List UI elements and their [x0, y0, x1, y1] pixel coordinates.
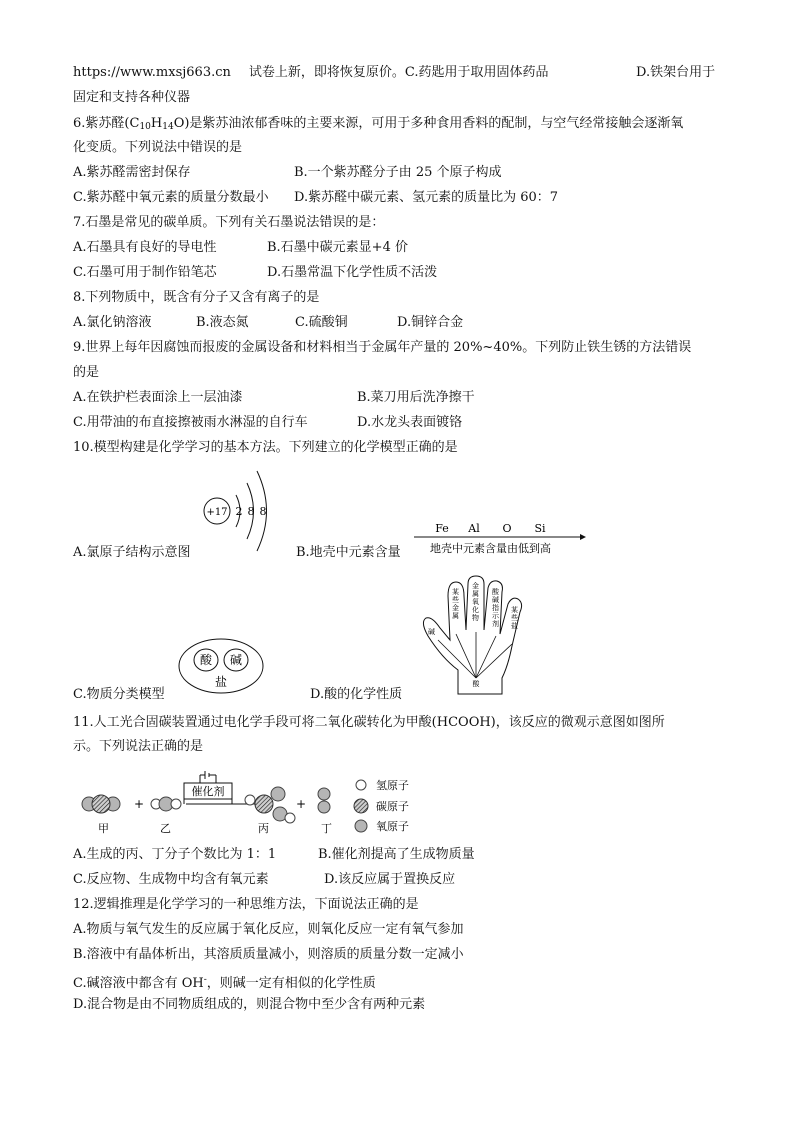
q11-option-a: A.生成的丙、丁分子个数比为 1：1 — [73, 847, 277, 862]
crust-element-fe: Fe — [435, 522, 449, 535]
shell-3-count: 8 — [259, 505, 267, 518]
q8-option-d: D.铜锌合金 — [397, 315, 464, 330]
plus-sign-1: + — [134, 797, 145, 811]
finger-label-metal: 某些金属 — [452, 588, 459, 620]
legend-hydrogen: 氢原子 — [376, 779, 409, 792]
molecule-jia — [82, 795, 120, 813]
crust-caption: 地壳中元素含量由低到高 — [430, 542, 551, 555]
q12-option-d: D.混合物是由不同物质组成的，则混合物中至少含有两种元素 — [73, 997, 426, 1012]
q9-option-d: D.水龙头表面镀铬 — [357, 415, 463, 430]
q6-option-a: A.紫苏醛需密封保存 — [73, 165, 191, 180]
base-label: 碱 — [229, 653, 243, 667]
thumb-label-base: 碱 — [428, 628, 435, 636]
shell-1-count: 2 — [235, 505, 243, 518]
header-line — [73, 64, 549, 82]
q8-option-a: A.氯化钠溶液 — [73, 315, 152, 330]
q12-stem: 12.逻辑推理是化学学习的一种思维方法，下面说法正确的是 — [73, 897, 419, 912]
q10-stem: 10.模型构建是化学学习的基本方法。下列建立的化学模型正确的是 — [73, 440, 458, 455]
acid-properties-hand-diagram — [412, 574, 542, 698]
q7-option-d: D.石墨常温下化学性质不活泼 — [267, 265, 438, 280]
reaction-micro-diagram — [78, 770, 438, 836]
crust-element-si: Si — [534, 522, 546, 535]
q8-stem: 8.下列物质中，既含有分子又含有离子的是 — [73, 290, 320, 305]
classification-model-diagram — [178, 638, 264, 694]
crust-element-al: Al — [468, 522, 480, 535]
nucleus-charge: +17 — [206, 507, 228, 518]
q7-option-a: A.石墨具有良好的导电性 — [73, 240, 217, 255]
q7-option-c: C.石墨可用于制作铅笔芯 — [73, 265, 217, 280]
q10-option-d: D.酸的化学性质 — [310, 687, 403, 702]
q7-stem: 7.石墨是常见的碳单质。下列有关石墨说法错误的是： — [73, 215, 385, 230]
crust-content-diagram — [412, 518, 588, 558]
q11-option-c: C.反应物、生成物中均含有氧元素 — [73, 872, 269, 887]
acid-label: 酸 — [199, 653, 213, 667]
q6-option-d: D.紫苏醛中碳元素、氢元素的质量比为 60：7 — [294, 190, 559, 205]
molecule-yi — [151, 797, 181, 811]
q10-option-a: A.氯原子结构示意图 — [73, 545, 191, 560]
q9-option-c: C.用带油的布直接擦被雨水淋湿的自行车 — [73, 415, 308, 430]
legend-oxygen: 氧原子 — [376, 820, 409, 833]
chlorine-atom-diagram — [196, 467, 276, 555]
molecule-bing — [245, 787, 295, 823]
crust-element-o: O — [502, 522, 512, 535]
q11-stem-line2: 示。下列说法正确的是 — [73, 739, 204, 754]
catalyst-label: 催化剂 — [191, 785, 225, 798]
label-ding: 丁 — [321, 822, 332, 835]
q12-option-c: C.碱溶液中都含有 OH-，则碱一定有相似的化学性质 — [73, 975, 376, 991]
molecule-ding — [318, 788, 330, 813]
q11-stem: 11.人工光合固碳装置通过电化学手段可将二氧化碳转化为甲酸(HCOOH)，该反应的微观示意图如图所 — [73, 715, 665, 730]
q11-option-b: B.催化剂提高了生成物质量 — [318, 847, 475, 862]
q10-option-b: B.地壳中元素含量 — [296, 545, 401, 560]
q9-stem-line2: 的是 — [73, 365, 100, 380]
q8-option-b: B.液态氮 — [196, 315, 249, 330]
q9-option-a: A.在铁护栏表面涂上一层油漆 — [73, 390, 243, 405]
palm-label-acid: 酸 — [472, 680, 480, 688]
q6-option-c: C.紫苏醛中氧元素的质量分数最小 — [73, 190, 269, 205]
q12-option-b: B.溶液中有晶体析出，其溶质质量减小，则溶质的质量分数一定减小 — [73, 947, 464, 962]
q9-option-b: B.菜刀用后洗净擦干 — [357, 390, 475, 405]
label-jia: 甲 — [98, 822, 109, 835]
shell-2-count: 8 — [247, 505, 255, 518]
label-yi: 乙 — [160, 822, 171, 835]
q9-stem: 9.世界上每年因腐蚀而报废的金属设备和材料相当于金属年产量的 20%~40%。下列防止铁生锈的方法错误 — [73, 340, 692, 355]
finger-label-indicator: 酸碱指示剂 — [492, 588, 499, 628]
q6-stem-line2: 化变质。下列说法中错误的是 — [73, 140, 243, 155]
header-text: 试卷上新，即将恢复原价。C.药匙用于取用固体药品 — [248, 65, 549, 80]
q6-stem: 6.紫苏醛$(C_{10}H_{14}O)$是紫苏油浓郁香味的主要来源，可用于多种食用香料的配制，与空气经常接触会逐渐氧 — [73, 116, 684, 132]
q6-option-b: B.一个紫苏醛分子由 25 个原子构成 — [294, 165, 502, 180]
salt-label: 盐 — [214, 675, 228, 689]
q12-option-a: A.物质与氧气发生的反应属于氧化反应，则氧化反应一定有氧气参加 — [73, 922, 464, 937]
header-option-d-cont: 固定和支持各种仪器 — [73, 90, 191, 105]
q7-option-b: B.石墨中碳元素显+4 价 — [267, 240, 408, 255]
q8-option-c: C.硫酸铜 — [295, 315, 348, 330]
q10-option-c: C.物质分类模型 — [73, 687, 165, 702]
arrow-head-icon — [580, 534, 586, 540]
plus-sign-2: + — [296, 797, 307, 811]
header-url: https://www.mxsj663.cn — [73, 65, 231, 80]
legend-carbon: 碳原子 — [376, 800, 409, 813]
atom-legend — [354, 780, 368, 832]
q11-option-d: D.该反应属于置换反应 — [324, 872, 456, 887]
finger-label-metal-oxide: 金属氧化物 — [472, 582, 479, 622]
header-option-d: D.铁架台用于 — [636, 65, 716, 80]
finger-label-salt: 某些盐 — [511, 606, 518, 630]
label-bing: 丙 — [258, 822, 269, 835]
